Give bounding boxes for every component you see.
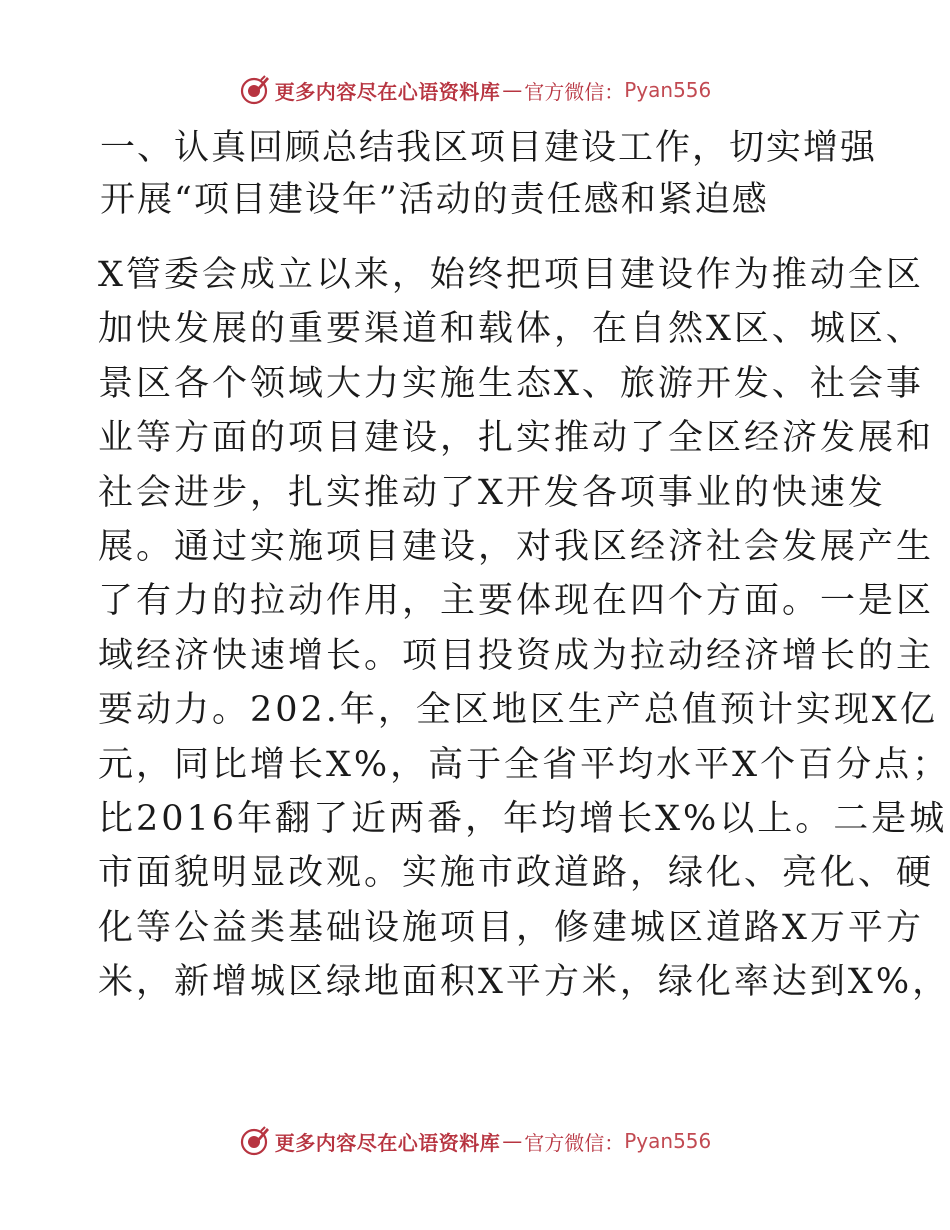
body-line: 业等方面的项目建设，扎实推动了全区经济发展和 bbox=[98, 418, 935, 459]
body-line: 化等公益类基础设施项目，修建城区道路X万平方 bbox=[98, 907, 924, 948]
watermark-separator: — bbox=[502, 78, 523, 102]
section-heading bbox=[100, 122, 878, 226]
watermark-banner-bottom bbox=[0, 1123, 950, 1159]
quill-seal-icon bbox=[239, 74, 271, 106]
watermark-wechat-id: Pyan556 bbox=[624, 1129, 712, 1153]
body-line: 了有力的拉动作用，主要体现在四个方面。一是区 bbox=[98, 581, 935, 622]
watermark-brand: 更多内容尽在心语资料库 bbox=[274, 1130, 501, 1155]
body-line: 域经济快速增长。项目投资成为拉动经济增长的主 bbox=[98, 635, 935, 676]
heading-line: 一、认真回顾总结我区项目建设工作，切实增强 bbox=[100, 128, 878, 168]
body-paragraph bbox=[98, 248, 950, 1009]
watermark-brand: 更多内容尽在心语资料库 bbox=[274, 79, 501, 104]
body-line: 比2016年翻了近两番，年均增长X%以上。二是城 bbox=[98, 798, 948, 839]
body-line: 社会进步，扎实推动了X开发各项事业的快速发 bbox=[98, 472, 886, 513]
watermark-separator: — bbox=[502, 1129, 523, 1153]
body-line: 加快发展的重要渠道和载体，在自然X区、城区、 bbox=[98, 309, 924, 350]
body-line: 米，新增城区绿地面积X平方米，绿化率达到X%， bbox=[98, 962, 950, 1003]
body-line: 展。通过实施项目建设，对我区经济社会发展产生 bbox=[98, 526, 935, 567]
watermark-banner-top bbox=[0, 72, 950, 108]
heading-line: 开展“项目建设年”活动的责任感和紧迫感 bbox=[100, 180, 769, 220]
body-line: 市面貌明显改观。实施市政道路，绿化、亮化、硬 bbox=[98, 853, 935, 894]
body-line: 元，同比增长X%，高于全省平均水平X个百分点； bbox=[98, 744, 950, 785]
body-line: X管委会成立以来，始终把项目建设作为推动全区 bbox=[98, 255, 924, 295]
watermark-official-label: 官方微信： bbox=[524, 1130, 625, 1155]
body-line: 要动力。202.年，全区地区生产总值预计实现X亿 bbox=[98, 690, 938, 731]
quill-seal-icon bbox=[239, 1125, 271, 1157]
watermark-wechat-id: Pyan556 bbox=[624, 78, 712, 102]
watermark-official-label: 官方微信： bbox=[524, 79, 625, 104]
body-line: 景区各个领域大力实施生态X、旅游开发、社会事 bbox=[98, 363, 924, 404]
